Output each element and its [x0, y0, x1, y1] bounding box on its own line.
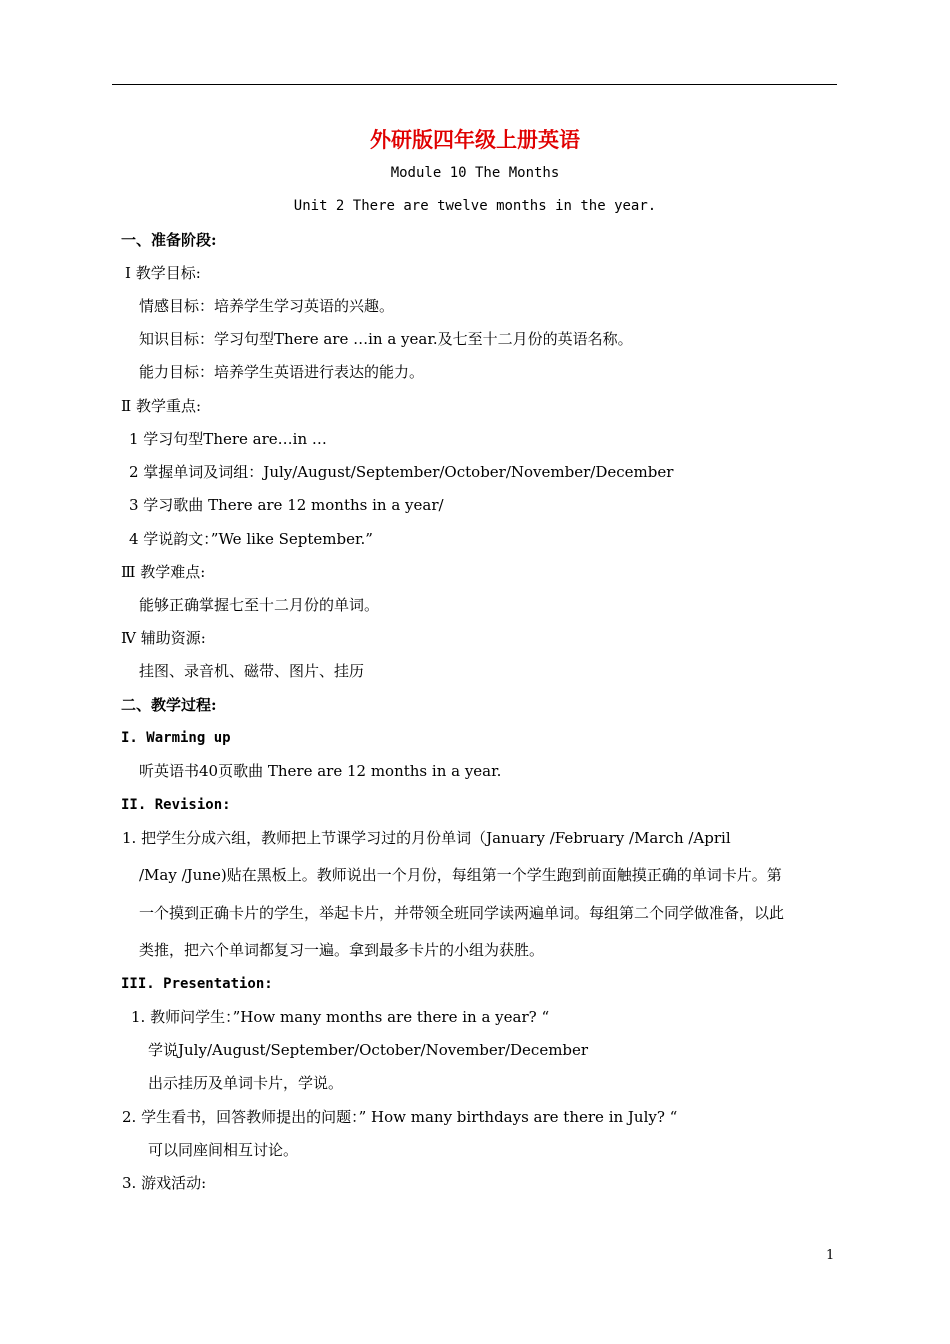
- page-number: 1: [826, 1248, 835, 1263]
- module-heading: Module 10 The Months: [390, 165, 560, 181]
- list-item: 2 掌握单词及词组：July/August/September/October/November/December: [129, 463, 674, 481]
- body-line: 一个摸到正确卡片的学生，举起卡片，并带领全班同学读两遍单词。每组第二个同学做准备，以此: [139, 904, 785, 922]
- list-item: 1. 教师问学生：”How many months are there in a year? “: [131, 1008, 550, 1026]
- unit-heading: Unit 2 There are twelve months in the year.: [293, 198, 657, 214]
- list-item: 4 学说韵文：”We like September.”: [129, 530, 373, 548]
- document-title: 外研版四年级上册英语: [370, 128, 580, 152]
- body-line: 挂图、录音机、磁带、图片、挂历: [139, 662, 365, 680]
- body-line: 听英语书40页歌曲 There are 12 months in a year.: [139, 762, 502, 780]
- body-line: 学说July/August/September/October/November/December: [148, 1041, 589, 1059]
- subsection-heading: I. Warming up: [121, 730, 231, 746]
- body-line: 能力目标：培养学生英语进行表达的能力。: [139, 363, 425, 381]
- list-item: 3. 游戏活动:: [122, 1174, 207, 1192]
- subsection-heading: II. Revision:: [121, 797, 231, 813]
- section-heading: 一、准备阶段:: [121, 231, 217, 249]
- subsection-heading: Ⅱ 教学重点:: [121, 397, 202, 415]
- list-item: 2. 学生看书，回答教师提出的问题：” How many birthdays are there in July? “: [122, 1108, 678, 1126]
- body-line: 类推，把六个单词都复习一遍。拿到最多卡片的小组为获胜。: [139, 941, 545, 959]
- list-item: 3 学习歌曲 There are 12 months in a year/: [129, 496, 444, 514]
- body-line: 能够正确掌握七至十二月份的单词。: [139, 596, 380, 614]
- body-line: 出示挂历及单词卡片，学说。: [148, 1074, 344, 1092]
- body-line: /May /June)贴在黑板上。教师说出一个月份，每组第一个学生跑到前面触摸正确的单词卡片。第: [139, 866, 782, 884]
- list-item: 1 学习句型There are…in …: [129, 430, 327, 448]
- body-line: 1. 把学生分成六组，教师把上节课学习过的月份单词（January /February /March /April: [122, 829, 731, 847]
- section-heading: 二、教学过程:: [121, 696, 217, 714]
- subsection-heading: Ⅲ 教学难点:: [121, 563, 206, 581]
- subsection-heading: Ⅰ 教学目标:: [125, 264, 201, 282]
- body-line: 知识目标：学习句型There are …in a year.及七至十二月份的英语名称。: [139, 330, 633, 348]
- header-rule: [112, 84, 837, 85]
- subsection-heading: Ⅳ 辅助资源:: [121, 629, 206, 647]
- body-line: 可以同座间相互讨论。: [148, 1141, 299, 1159]
- body-line: 情感目标：培养学生学习英语的兴趣。: [139, 297, 395, 315]
- subsection-heading: III. Presentation:: [121, 976, 273, 992]
